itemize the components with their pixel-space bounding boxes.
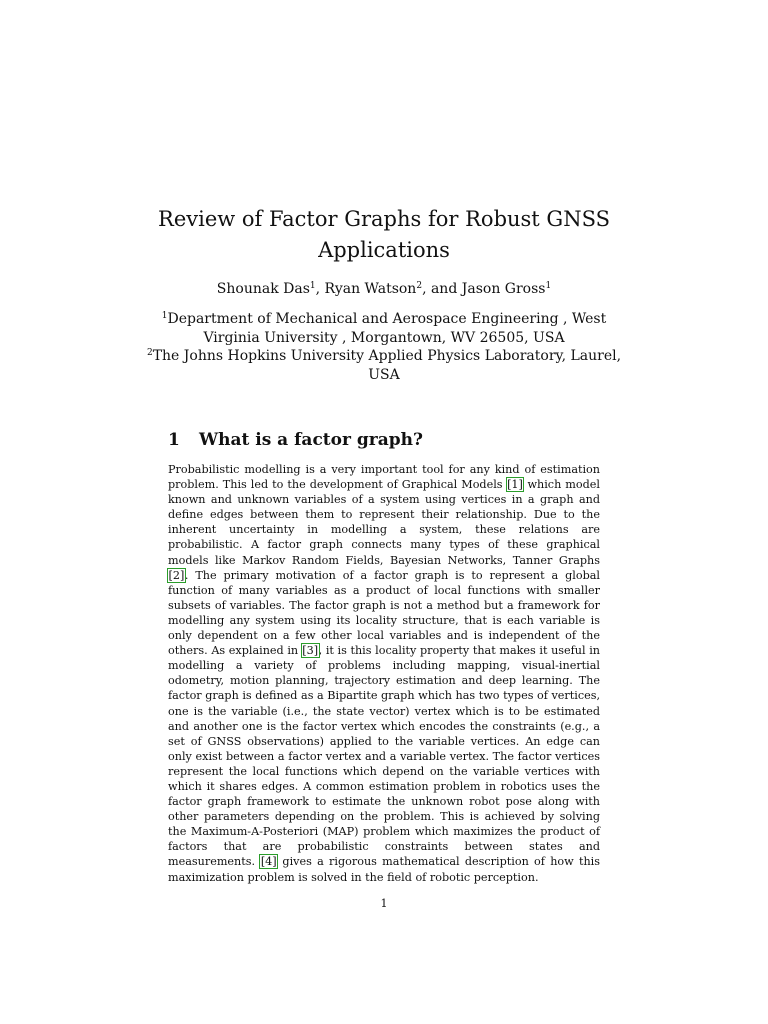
body-text-segment: gives a rigorous mathematical description of how this maximization problem is solved in the field of robotic perception. [168, 855, 600, 884]
author-name: Jason Gross [461, 281, 546, 297]
page-number: 1 [380, 897, 388, 910]
affiliation-item [140, 310, 628, 347]
citation-link-3[interactable]: [3] [302, 644, 319, 658]
body-text-segment: . The primary motivation of a factor graph is to represent a global function of many variables as a product of local functions with smaller subsets of variables. The factor graph is not a method but a framework for modelling any system using its locality structure, that is each variable is only dependent on a few other local variables and is independent of the others. As explained in [168, 568, 600, 658]
affiliation-text: The Johns Hopkins University Applied Physics Laboratory, Laurel, USA [152, 348, 622, 383]
author-separator: , [315, 281, 325, 297]
body-paragraph [168, 462, 600, 885]
author-separator: , and [422, 281, 462, 297]
affiliation-text: Department of Mechanical and Aerospace Engineering , West Virginia University , Morgantown, WV 26505, USA [167, 311, 607, 346]
section-heading [168, 428, 423, 452]
affiliation-mark: 2 [146, 348, 153, 358]
author-affiliation-mark: 1 [545, 281, 552, 291]
paper-title [130, 204, 638, 266]
author-name: Ryan Watson [324, 281, 417, 297]
paper-title-line-2: Applications [318, 238, 450, 262]
body-text-segment: Probabilistic modelling is a very important tool for any kind of estimation problem. This led to the development of Graphical Models [168, 463, 600, 492]
citation-link-1[interactable]: [1] [507, 478, 523, 492]
citation-link-4[interactable]: [4] [260, 855, 277, 869]
paper-title-line-1: Review of Factor Graphs for Robust GNSS [158, 207, 610, 231]
affiliation-mark: 1 [161, 311, 168, 321]
citation-link-2[interactable]: [2] [168, 568, 185, 582]
affiliation-item [140, 347, 628, 384]
author-affiliation-mark: 2 [416, 281, 423, 291]
section-number: 1 [168, 430, 180, 450]
author-list [130, 279, 638, 299]
affiliation-list [140, 310, 628, 384]
author-affiliation-mark: 1 [309, 281, 316, 291]
section-title: What is a factor graph? [199, 430, 423, 450]
body-text-segment: , it is this locality property that makes it useful in modelling a variety of problems including mapping, visual-inertial odometry, motion planning, trajectory estimation and deep learning. The factor graph is defined as a Bipartite graph which has two types of vertices, one is the variable (i.e., the state vector) vertex which is to be estimated and another one is the factor vertex which encodes the constraints (e.g., a set of GNSS observations) applied to the variable vertices. An edge can only exist between a factor vertex and a variable vertex. The factor vertices represent the local functions which depend on the variable vertices with which it shares edges. A common estimation problem in robotics uses the factor graph framework to estimate the unknown robot pose along with other parameters depending on the problem. This is achieved by solving the Maximum-A-Posteriori (MAP) problem which maximizes the product of factors that are probabilistic constraints between states and measurements. [168, 644, 601, 869]
author-name: Shounak Das [216, 281, 310, 297]
body-text-segment: which model known and unknown variables of a system using vertices in a graph and define edges between them to represent their relationship. Due to the inherent uncertainty in modelling a system, these relations are probabilistic. A factor graph connects many types of these graphical models like Markov Random Fields, Bayesian Networks, Tanner Graphs [168, 478, 600, 567]
